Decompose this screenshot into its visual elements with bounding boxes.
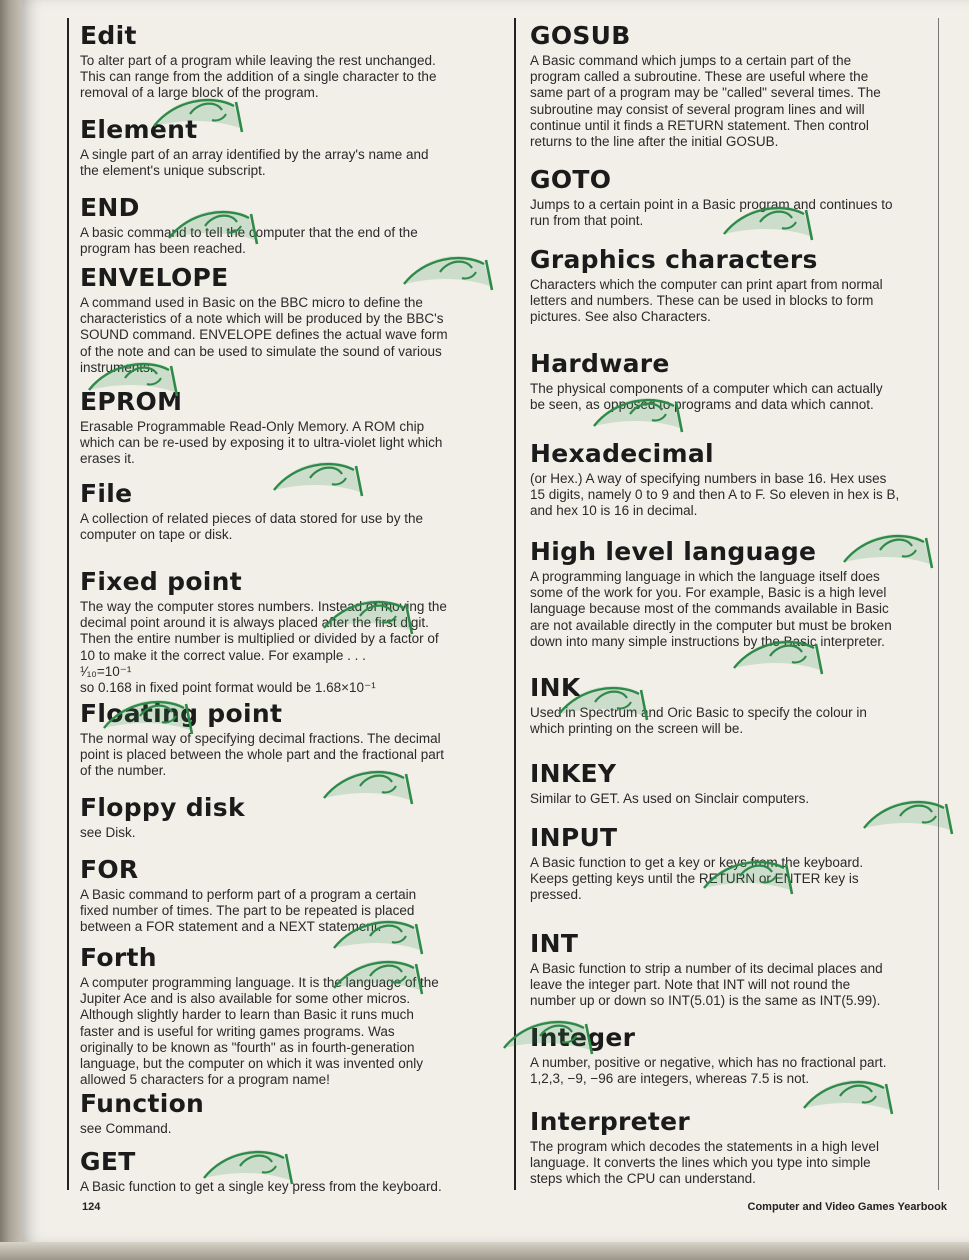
definition-line: SOUND command. ENVELOPE defines the actual wave form (80, 327, 448, 343)
entry-term: INT (530, 929, 579, 958)
definition-line: number up or down so INT(5.01) is the same as INT(5.99). (530, 993, 881, 1009)
entry-definition (530, 961, 940, 1010)
glossary-entry (80, 388, 492, 468)
definition-line: language, but the computer on which it was invented only (80, 1056, 423, 1072)
glossary-entry (80, 568, 492, 696)
definition-line: removal of a large block of the program. (80, 85, 319, 101)
entry-term: Graphics characters (530, 245, 818, 274)
glossary-entry (80, 700, 492, 780)
page-number: 124 (82, 1201, 101, 1213)
entry-term: Floating point (80, 699, 283, 728)
definition-line: erases it. (80, 451, 135, 467)
entry-term: EPROM (80, 387, 183, 416)
entry-term: File (80, 479, 133, 508)
definition-line: run from that point. (530, 213, 644, 229)
entry-definition (80, 295, 492, 376)
glossary-entry (530, 538, 940, 650)
entry-term: Element (80, 115, 198, 144)
definition-line: of the note and can be used to simulate the sound of various (80, 343, 442, 359)
definition-line: A programming language in which the language itself does (530, 569, 880, 584)
definition-line: 1,2,3, −9, −96 are integers, whereas 7.5 is not. (530, 1071, 810, 1087)
entry-term: Hexadecimal (530, 439, 714, 468)
entry-definition (80, 731, 492, 780)
definition-line: ¹⁄₁₀=10⁻¹ (80, 663, 132, 679)
definition-line: see Disk. (80, 825, 136, 840)
definition-line: leave the integer part. Note that INT will not round the (530, 977, 851, 993)
definition-line: Similar to GET. As used on Sinclair computers. (530, 791, 810, 806)
left-margin-rule (67, 18, 69, 1190)
entry-term: INK (530, 673, 581, 702)
definition-line: (or Hex.) A way of specifying numbers in base 16. Hex uses (530, 471, 887, 486)
entry-term: Edit (80, 21, 137, 50)
definition-line: same part of a program may be "called" several times. The (530, 85, 881, 101)
definition-line: 10 to make it the correct value. For example . . . (80, 647, 366, 663)
book-binding (0, 0, 22, 1260)
entry-term: Forth (80, 943, 157, 972)
glossary-entry (530, 674, 940, 737)
definition-line: letters and numbers. These can be used in blocks to form (530, 293, 874, 309)
entry-term: Floppy disk (80, 793, 245, 822)
entry-term: Interpreter (530, 1107, 691, 1136)
column-divider (514, 18, 516, 1190)
definition-line: A Basic function to strip a number of its decimal places and (530, 961, 883, 976)
definition-line: A Basic function to get a key or keys from the keyboard. (530, 855, 864, 870)
definition-line: continue until it finds a RETURN statement. Then control (530, 117, 869, 133)
glossary-entry (530, 22, 940, 150)
definition-line: originally to be known as "fourth" as in fourth-generation (80, 1039, 415, 1055)
definition-line: subroutine may consist of several program lines and will (530, 101, 865, 117)
glossary-entry (80, 944, 492, 1088)
definition-line: A collection of related pieces of data stored for use by the (80, 511, 423, 526)
definition-line: A computer programming language. It is the language of the (80, 975, 439, 990)
glossary-entry (530, 166, 940, 229)
glossary-entry (80, 22, 492, 102)
definition-line: down into many simple instructions by the Basic interpreter. (530, 633, 885, 649)
entry-definition (80, 887, 492, 936)
entry-term: Integer (530, 1023, 636, 1052)
glossary-entry (80, 264, 492, 376)
definition-line: To alter part of a program while leaving the rest unchanged. (80, 53, 436, 68)
entry-definition (530, 1139, 940, 1188)
entry-definition (80, 599, 492, 696)
glossary-entry (530, 930, 940, 1010)
entry-definition (530, 855, 940, 904)
definition-line: the element's unique subscript. (80, 163, 266, 179)
definition-line: program called a subroutine. These are useful where the (530, 69, 869, 85)
definition-line: Jumps to a certain point in a Basic program and continues to (530, 197, 893, 212)
entry-term: ENVELOPE (80, 263, 229, 292)
glossary-entry (80, 794, 492, 841)
definition-line: program has been reached. (80, 241, 246, 257)
definition-line: point is placed between the whole part and the fractional part (80, 747, 444, 763)
entry-definition (530, 705, 940, 737)
entry-definition (80, 147, 492, 179)
definition-line: see Command. (80, 1121, 172, 1136)
entry-term: GOTO (530, 165, 612, 194)
definition-line: between a FOR statement and a NEXT statement. (80, 919, 382, 935)
definition-line: of the number. (80, 763, 167, 779)
entry-definition (80, 1121, 492, 1137)
definition-line: The way the computer stores numbers. Instead of moving the (80, 599, 447, 614)
definition-line: characteristics of a note which will be produced by the BBC's (80, 311, 444, 327)
definition-line: 15 digits, namely 0 to 9 and then A to F. So eleven in hex is B, (530, 487, 900, 503)
definition-line: Jupiter Ace and is also available for some other micros. (80, 991, 411, 1007)
definition-line: Although slightly harder to learn than Basic it runs much (80, 1007, 414, 1023)
definition-line: and hex 10 is 16 in decimal. (530, 503, 698, 519)
definition-line: This can range from the addition of a single character to the (80, 69, 437, 85)
glossary-entry (80, 194, 492, 257)
definition-line: A single part of an array identified by the array's name and (80, 147, 429, 162)
glossary-entry (530, 246, 940, 326)
entry-term: FOR (80, 855, 139, 884)
definition-line: which printing on the screen will be. (530, 721, 744, 737)
entry-term: INPUT (530, 823, 618, 852)
entry-definition (530, 381, 940, 413)
page-bottom-edge (0, 1242, 969, 1260)
glossary-entry (80, 856, 492, 936)
definition-line: Characters which the computer can print apart from normal (530, 277, 883, 292)
entry-definition (80, 825, 492, 841)
definition-line: language because most of the commands available in Basic (530, 601, 889, 617)
definition-line: language. It converts the lines which you type into simple (530, 1155, 871, 1171)
book-title: Computer and Video Games Yearbook (747, 1201, 947, 1213)
entry-term: GOSUB (530, 21, 631, 50)
definition-line: A basic command to tell the computer that the end of the (80, 225, 418, 240)
glossary-entry (80, 480, 492, 543)
definition-line: Used in Spectrum and Oric Basic to specify the colour in (530, 705, 867, 720)
definition-line: which can be re-used by exposing it to ultra-violet light which (80, 435, 443, 451)
entry-definition (530, 791, 940, 807)
definition-line: be seen, as opposed to programs and data which cannot. (530, 397, 874, 413)
entry-definition (530, 471, 940, 520)
definition-line: allowed 5 characters for a program name! (80, 1072, 330, 1088)
entry-definition (80, 975, 492, 1088)
entry-definition (530, 53, 940, 150)
definition-line: The program which decodes the statements in a high level (530, 1139, 879, 1154)
entry-definition (80, 53, 492, 102)
entry-definition (80, 225, 492, 257)
entry-term: END (80, 193, 140, 222)
entry-definition (530, 197, 940, 229)
entry-term: Function (80, 1089, 205, 1118)
definition-line: returns to the line after the initial GOSUB. (530, 134, 779, 150)
definition-line: pressed. (530, 887, 582, 903)
definition-line: A Basic function to get a single key press from the keyboard. (80, 1179, 442, 1194)
entry-term: Hardware (530, 349, 670, 378)
entry-definition (80, 511, 492, 543)
glossary-entry (530, 1024, 940, 1087)
definition-line: faster and is useful for writing games programs. Was (80, 1023, 395, 1039)
definition-line: Erasable Programmable Read-Only Memory. A ROM chip (80, 419, 425, 434)
definition-line: A number, positive or negative, which has no fractional part. (530, 1055, 887, 1070)
entry-definition (530, 277, 940, 326)
definition-line: some of the work for you. For example, Basic is a high level (530, 585, 887, 601)
definition-line: A Basic command which jumps to a certain part of the (530, 53, 852, 68)
definition-line: are not available directly in the computer but must be broken (530, 617, 892, 633)
definition-line: pictures. See also Characters. (530, 309, 711, 325)
glossary-entry (530, 440, 940, 520)
glossary-entry (530, 824, 940, 904)
definition-line: The normal way of specifying decimal fractions. The decimal (80, 731, 441, 746)
entry-definition (530, 569, 940, 650)
definition-line: fixed number of times. The part to be repeated is placed (80, 903, 415, 919)
entry-term: GET (80, 1147, 136, 1176)
definition-line: A command used in Basic on the BBC micro to define the (80, 295, 423, 310)
entry-definition (80, 1179, 492, 1195)
definition-line: A Basic command to perform part of a program a certain (80, 887, 417, 902)
glossary-entry (80, 1090, 492, 1137)
definition-line: decimal point around it is always placed after the first digit. (80, 615, 429, 631)
entry-definition (80, 419, 492, 468)
definition-line: instruments. (80, 359, 154, 375)
glossary-entry (80, 116, 492, 179)
glossary-entry (530, 760, 940, 807)
entry-definition (530, 1055, 940, 1087)
glossary-entry (530, 350, 940, 413)
glossary-entry (530, 1108, 940, 1188)
definition-line: computer on tape or disk. (80, 527, 233, 543)
definition-line: so 0.168 in fixed point format would be 1.68×10⁻¹ (80, 680, 376, 696)
definition-line: The physical components of a computer which can actually (530, 381, 883, 396)
definition-line: Then the entire number is multiplied or divided by a factor of (80, 631, 439, 647)
definition-line: Keeps getting keys until the RETURN or ENTER key is (530, 871, 859, 887)
definition-line: steps which the CPU can understand. (530, 1171, 756, 1187)
entry-term: INKEY (530, 759, 617, 788)
entry-term: Fixed point (80, 567, 243, 596)
entry-term: High level language (530, 537, 817, 566)
glossary-entry (80, 1148, 492, 1195)
